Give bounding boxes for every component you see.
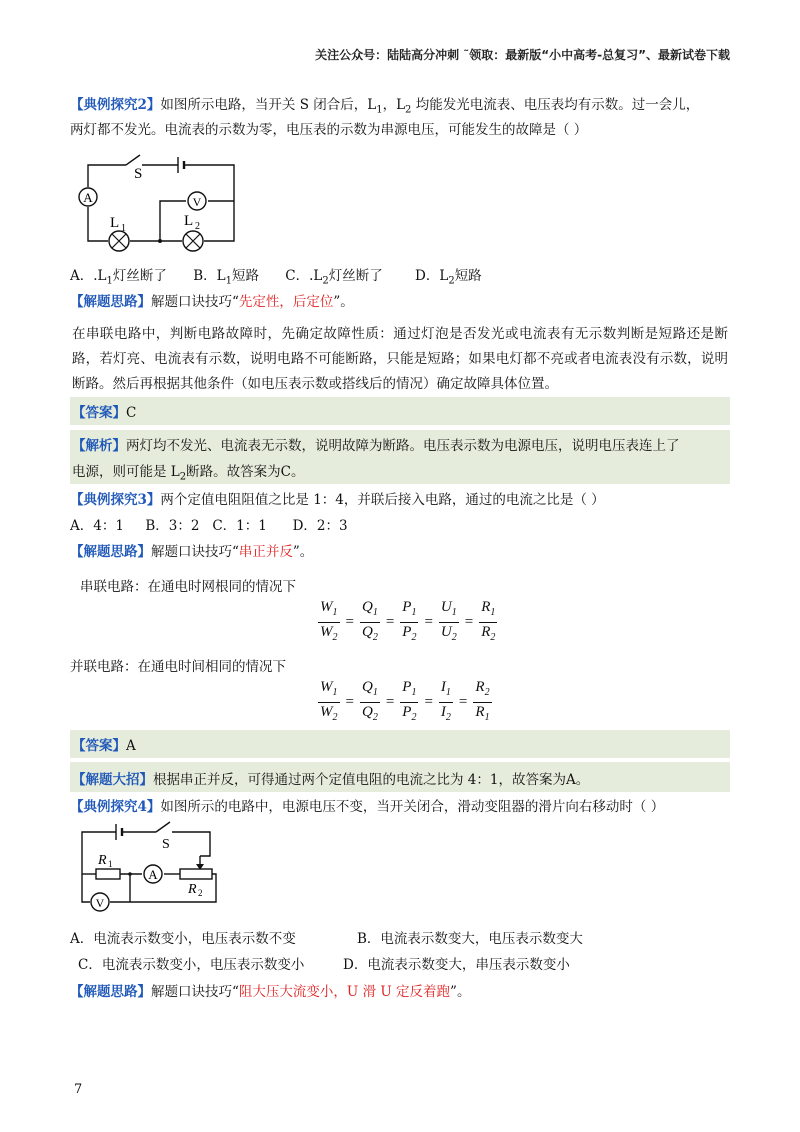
voltmeter-label: V bbox=[192, 195, 202, 209]
ex2-option-b: B．$L_1$短路 bbox=[193, 268, 259, 287]
ex2-thinking: 【解题思路】解题口诀技巧“先定性，后定位”。 bbox=[70, 294, 354, 310]
ex2-option-d: D．$L_2$短路 bbox=[415, 268, 482, 287]
ex2-options bbox=[70, 264, 482, 287]
ex2-option-c: C．$.L_2$灯丝断了 bbox=[285, 268, 383, 287]
ex3-trick-band: 【解题大招】根据串正并反，可得通过两个定值电阻的电流之比为 4：1，故答案为A。 bbox=[70, 762, 730, 792]
lamp-l2-label: L bbox=[184, 213, 194, 229]
series-formula: $\frac{W_1}{W_2}$ = $\frac{Q_1}{Q_2}$ = $\frac{P_1}{P_2}$ = $\frac{U_1}{U_2}$ = $\frac{R_1}{R_2}$ bbox=[320, 599, 496, 643]
ex4-option-c: C．电流表示数变小，电压表示数变小 bbox=[78, 957, 305, 973]
ex2-option-a: A．$.L_1$灯丝断了 bbox=[70, 268, 167, 287]
ex2-answer-band: 【答案】C bbox=[70, 397, 730, 425]
ex2-explanation-paragraph: 在串联电路中，判断电路故障时，先确定故障性质：通过灯泡是否发光或电流表有无示数判断是短路还是断路，若灯亮、电流表有示数，说明电路不可能断路，只能是短路；如果电灯都不亮或者电流表没有示数，说明断路。然后再根据其他条件（如电压表示数或搭线后的情况）确定故障具体位置。 bbox=[72, 326, 728, 392]
ex2-answer: C bbox=[126, 405, 137, 421]
r2-sub: 2 bbox=[198, 888, 203, 898]
ex4-question: 【典例探究4】如图所示的电路中，电源电压不变，当开关闭合，滑动变阻器的滑片向右移动时（ ） bbox=[70, 799, 665, 815]
rheostat-r2-symbol bbox=[180, 869, 212, 879]
ex4-option-a: A．电流表示数变小，电压表示数不变 bbox=[70, 931, 296, 947]
ex2-question-line2: 两灯都不发光。电流表的示数为零，电压表的示数为串源电压，可能发生的故障是（ ） bbox=[70, 122, 588, 138]
resistor-r1-symbol bbox=[96, 869, 120, 879]
ex3-answer-band: 【答案】A bbox=[70, 730, 730, 758]
ex4-option-b: B．电流表示数变大，电压表示数变大 bbox=[357, 931, 583, 947]
r1-sub: 1 bbox=[108, 859, 113, 869]
ex2-tag: 【典例探究2】 bbox=[70, 97, 161, 113]
ex3-parallel-text: 并联电路：在通电时间相同的情况下 bbox=[70, 659, 286, 675]
page-header: 关注公众号：陆陆高分冲刺 ˜领取：最新版“小中高考-总复习”、最新试卷下载 bbox=[315, 48, 730, 62]
lamp-l1-label: L bbox=[110, 215, 120, 231]
parallel-formula: $\frac{W_1}{W_2}$ = $\frac{Q_1}{Q_2}$ = $\frac{P_1}{P_2}$ = $\frac{I_1}{I_2}$ = $\frac{R_2}{R_1}$ bbox=[320, 679, 490, 723]
lamp-l1-sub: 1 bbox=[121, 223, 126, 234]
ex3-series-text: 串联电路：在通电时网根同的情况下 bbox=[80, 579, 296, 595]
ex2-question-line1: 【典例探究2】如图所示电路，当开关 S 闭合后，$L_1$，$L_2$ 均能发光电流表、电压表均有示数。过一会儿， bbox=[70, 97, 700, 116]
ex2-analysis-band: 【解析】两灯均不发光、电流表无示数，说明故障为断路。电压表示数为电源电压，说明电压表连上了 电源，则可能是 $L_2$断路。故答案为C。 bbox=[70, 430, 730, 484]
ex3-answer: A bbox=[126, 738, 136, 754]
ex3-question: 【典例探究3】两个定值电阻阻值之比是 1：4，并联后接入电路，通过的电流之比是（ ） bbox=[70, 492, 605, 508]
lamp-l1-symbol bbox=[109, 231, 129, 251]
ex3-thinking: 【解题思路】解题口诀技巧“串正并反”。 bbox=[70, 544, 314, 560]
voltmeter-label-ex4: V bbox=[95, 896, 105, 910]
lamp-l2-sub: 2 bbox=[195, 221, 200, 232]
r1-label: R bbox=[98, 853, 107, 868]
lamp-l2-symbol bbox=[183, 231, 203, 251]
ex4-circuit-diagram bbox=[74, 818, 234, 918]
ex3-options: A．4：1 B．3：2 C．1：1 D．2：3 bbox=[70, 518, 348, 534]
page-number: 7 bbox=[74, 1082, 83, 1097]
ammeter-label-ex4: A bbox=[148, 867, 158, 882]
ex2-circuit-diagram bbox=[74, 145, 244, 255]
ex4-thinking: 【解题思路】解题口诀技巧“阻大压大流变小，U 滑 U 定反着跑”。 bbox=[70, 984, 471, 1000]
r2-label: R bbox=[188, 882, 197, 897]
ammeter-label: A bbox=[83, 190, 93, 205]
switch-label: S bbox=[134, 166, 143, 182]
switch-label-ex4: S bbox=[162, 837, 170, 852]
ex4-option-d: D．电流表示数变大，串压表示数变小 bbox=[343, 957, 570, 973]
